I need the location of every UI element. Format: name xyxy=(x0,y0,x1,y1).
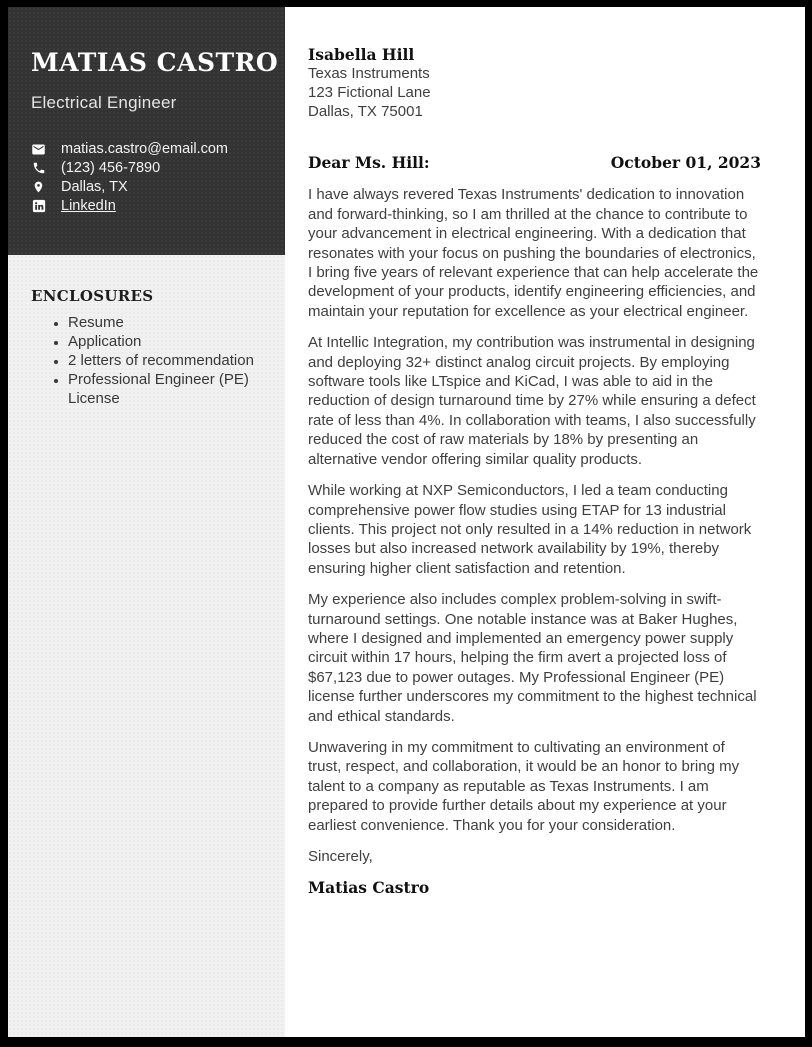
enclosure-list xyxy=(31,313,271,408)
recipient-city: Dallas, TX 75001 xyxy=(308,103,423,120)
sidebar-header xyxy=(8,7,285,255)
location-icon xyxy=(31,180,46,194)
letter-date: October 01, 2023 xyxy=(610,153,761,172)
contact-linkedin xyxy=(31,197,269,216)
candidate-name: MATIAS CASTRO xyxy=(31,48,279,77)
document-inner xyxy=(8,7,805,1037)
recipient-block xyxy=(308,45,761,121)
letter-paragraph: Unwavering in my commitment to cultivating an environment of trust, respect, and collaboration, it would be an honor to bring my talent to a company as reputable as Texas Instruments. I am prepared to provide further details about my experience at your earliest convenience. Thank you for your consideration. xyxy=(308,738,740,834)
phone-icon xyxy=(31,161,46,175)
contact-phone-label: (123) 456-7890 xyxy=(61,159,161,176)
enclosure-item: • 2 letters of recommendation xyxy=(68,351,271,370)
letter-paragraph: At Intellic Integration, my contribution was instrumental in designing and deploying 32+ distinct analog circuit projects. By employing software tools like LTspice and KiCad, I was able to aid in the reduction of design turnaround time by 27% while ensuring a defect rate of less than 4%. In collaboration with teams, I also successfully reduced the cost of raw materials by 18% by presenting an alternative vendor offering similar quality products. xyxy=(308,334,756,468)
signature-name: Matias Castro xyxy=(308,878,430,898)
contact-phone xyxy=(31,159,269,178)
candidate-job-title: Electrical Engineer xyxy=(31,92,177,112)
recipient-street: 123 Fictional Lane xyxy=(308,84,431,101)
contact-list xyxy=(31,140,269,216)
enclosure-item: • Application xyxy=(68,332,271,351)
enclosure-item: • Professional Engineer (PE) License xyxy=(68,370,271,408)
letter-paragraph: While working at NXP Semiconductors, I led a team conducting comprehensive power flow studies using ETAP for 13 industrial clients. This project not only resulted in a 14% reduction in network losses but also increased network availability by 19%, thereby ensuring higher client satisfaction and retention. xyxy=(308,482,752,577)
linkedin-link[interactable]: LinkedIn xyxy=(61,197,116,214)
contact-location-label: Dallas, TX xyxy=(61,178,128,195)
closing: Sincerely, xyxy=(308,848,373,865)
recipient-name: Isabella Hill xyxy=(308,45,415,64)
contact-email-label: matias.castro@email.com xyxy=(61,140,229,157)
contact-email xyxy=(31,140,269,159)
recipient-company: Texas Instruments xyxy=(308,65,430,82)
enclosures-section xyxy=(8,255,285,408)
letter-paragraph: I have always revered Texas Instruments' dedication to innovation and forward-thinking, so I am thrilled at the chance to contribute to your advancement in electrical engineering. With a dedication that resonates with your focus on pushing the boundaries of electronics, I bring five years of relevant experience that can help accelerate the development of your products, identify engineering efficiencies, and maintain your reputation for excellence as your electrical engineer. xyxy=(308,186,759,320)
enclosure-item: • Resume xyxy=(68,313,271,332)
linkedin-icon xyxy=(31,199,46,213)
email-icon xyxy=(31,142,46,157)
contact-location xyxy=(31,178,269,197)
salutation: Dear Ms. Hill: xyxy=(308,153,430,172)
enclosures-heading: ENCLOSURES xyxy=(31,287,154,305)
letter-body xyxy=(285,7,805,1037)
letter-paragraph: My experience also includes complex problem-solving in swift-turnaround settings. One notable instance was at Baker Hughes, where I designed and implemented an emergency power supply circuit within 17 hours, helping the firm avert a projected loss of $67,123 due to power outages. My Professional Engineer (PE) license further underscores my commitment to the highest technical and ethical standards. xyxy=(308,591,757,725)
salutation-row xyxy=(308,153,761,172)
sidebar xyxy=(8,7,285,1037)
